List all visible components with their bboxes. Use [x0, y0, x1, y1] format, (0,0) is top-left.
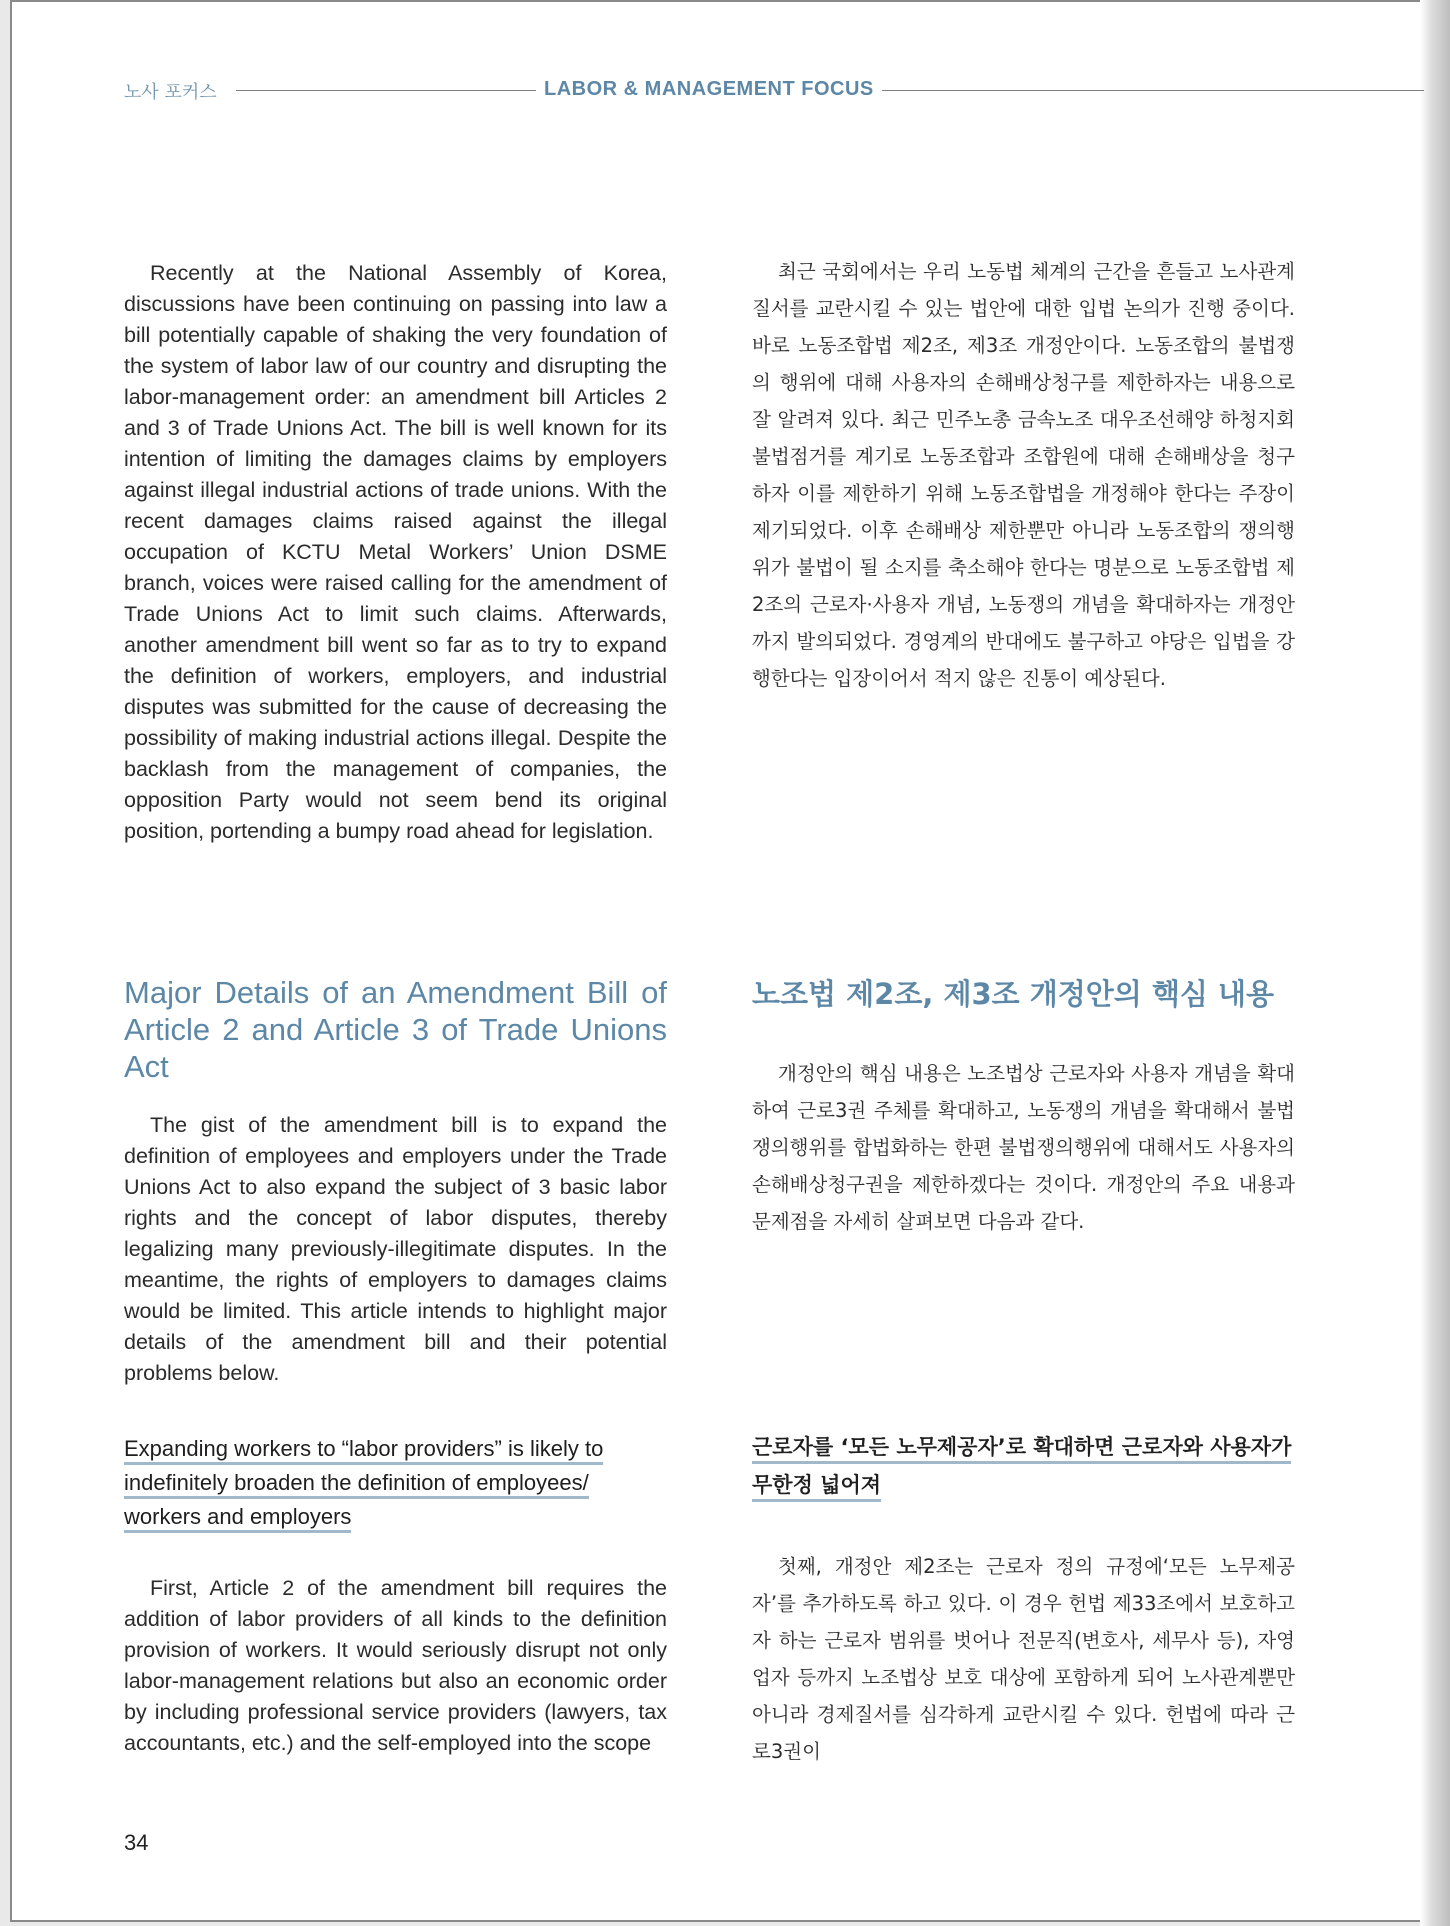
subsection-paragraph-ko: 첫째, 개정안 제2조는 근로자 정의 규정에‘모든 노무제공자’를 추가하도록 하고 있다. 이 경우 헌법 제33조에서 보호하고자 하는 근로자 범위를 벗어나 전문직(변호사, 세무사 등), 자영업자 등까지 노조법상 보호 대상에 포함하게 되어 노사관계뿐만 아니라 경제질서를 심각하게 교란시킬 수 있다. 헌법에 따라 근로3권이: [752, 1555, 1295, 1763]
intro-paragraph-ko: 최근 국회에서는 우리 노동법 체계의 근간을 흔들고 노사관계 질서를 교란시킬 수 있는 법안에 대한 입법 논의가 진행 중이다. 바로 노동조합법 제2조, 제3조 개정안이다. 노동조합의 불법쟁의 행위에 대해 사용자의 손해배상청구를 제한하자는 내용으로 잘 알려져 있다. 최근 민주노총 금속노조 대우조선해양 하청지회 불법점거를 계기로 노동조합과 조합원에 대해 손해배상을 청구하자 이를 제한하기 위해 노동조합법을 개정해야 한다는 주장이 제기되었다. 이후 손해배상 제한뿐만 아니라 노동조합의 쟁의행위가 불법이 될 소지를 축소해야 한다는 명분으로 노동조합법 제2조의 근로자·사용자 개념, 노동쟁의 개념을 확대하자는 개정안까지 발의되었다. 경영계의 반대에도 불구하고 야당은 입법을 강행한다는 입장이어서 적지 않은 진통이 예상된다.: [752, 260, 1295, 690]
section-paragraph-en: The gist of the amendment bill is to expand the definition of employees and employers under the Trade Unions Act to also expand the subject of 3 basic labor rights and the concept of labor disputes, thereby legalizing many previously-illegitimate disputes. In the meantime, the rights of employers to damages claims would be limited. This article intends to highlight major details of the amendment bill and their potential problems below.: [124, 1113, 667, 1385]
subsection-title-en-line-3: workers and employers: [124, 1504, 351, 1533]
section-title-ko: 노조법 제2조, 제3조 개정안의 핵심 내용: [752, 977, 1275, 1011]
subsection-title-en-line-1: Expanding workers to “labor providers” is likely to: [124, 1436, 603, 1465]
intro-paragraph-en: Recently at the National Assembly of Korea, discussions have been continuing on passing into law a bill potentially capable of shaking the very foundation of the system of labor law of our country and disrupting the labor-management order: an amendment bill Articles 2 and 3 of Trade Unions Act. The bill is well known for its intention of limiting the damages claims by employers against illegal industrial actions of trade unions. With the recent damages claims raised against the illegal occupation of KCTU Metal Workers’ Union DSME branch, voices were raised calling for the amendment of Trade Unions Act to limit such claims. Afterwards, another amendment bill went so far as to try to expand the definition of workers, employers, and industrial disputes was submitted for the cause of decreasing the possibility of making industrial actions illegal. Despite the backlash from the management of companies, the opposition Party would not seem bend its original position, portending a bumpy road ahead for legislation.: [124, 261, 667, 843]
page-number: 34: [124, 1830, 149, 1855]
subsection-title-ko: [752, 1428, 1300, 1504]
subsection-paragraph-en: First, Article 2 of the amendment bill requires the addition of labor providers of all kinds to the definition provision of workers. It would seriously disrupt not only labor-management relations but also an economic order by including professional service providers (lawyers, tax accountants, etc.) and the self-employed into the scope: [124, 1576, 667, 1755]
section-body-korean: [752, 1055, 1295, 1240]
intro-korean: [752, 253, 1295, 697]
section-title-en: Major Details of an Amendment Bill of Article 2 and Article 3 of Trade Unions Act: [124, 975, 667, 1084]
subsection-body-korean: [752, 1548, 1295, 1770]
section-body-english: [124, 1110, 667, 1389]
intro-english: [124, 258, 667, 847]
page-gutter-shadow: [1420, 0, 1450, 1926]
header-rule-left: [236, 90, 536, 91]
subsection-body-english: [124, 1573, 667, 1759]
header-rule-right: [882, 90, 1424, 91]
subsection-title-ko-line-2: 무한정 넓어져: [752, 1473, 881, 1502]
subsection-title-en-line-2: indefinitely broaden the definition of employees/: [124, 1470, 589, 1499]
section-paragraph-ko: 개정안의 핵심 내용은 노조법상 근로자와 사용자 개념을 확대하여 근로3권 주체를 확대하고, 노동쟁의 개념을 확대해서 불법쟁의행위를 합법화하는 한편 불법쟁의행위에 대해서도 사용자의 손해배상청구권을 제한하겠다는 것이다. 개정안의 주요 내용과 문제점을 자세히 살펴보면 다음과 같다.: [752, 1062, 1295, 1233]
running-header: [124, 78, 1424, 102]
header-section-ko: 노사 포커스: [124, 82, 217, 103]
subsection-title-ko-line-1: 근로자를 ‘모든 노무제공자’로 확대하면 근로자와 사용자가: [752, 1435, 1291, 1464]
header-section-en: LABOR & MANAGEMENT FOCUS: [544, 78, 874, 100]
subsection-title-en: [124, 1432, 669, 1534]
